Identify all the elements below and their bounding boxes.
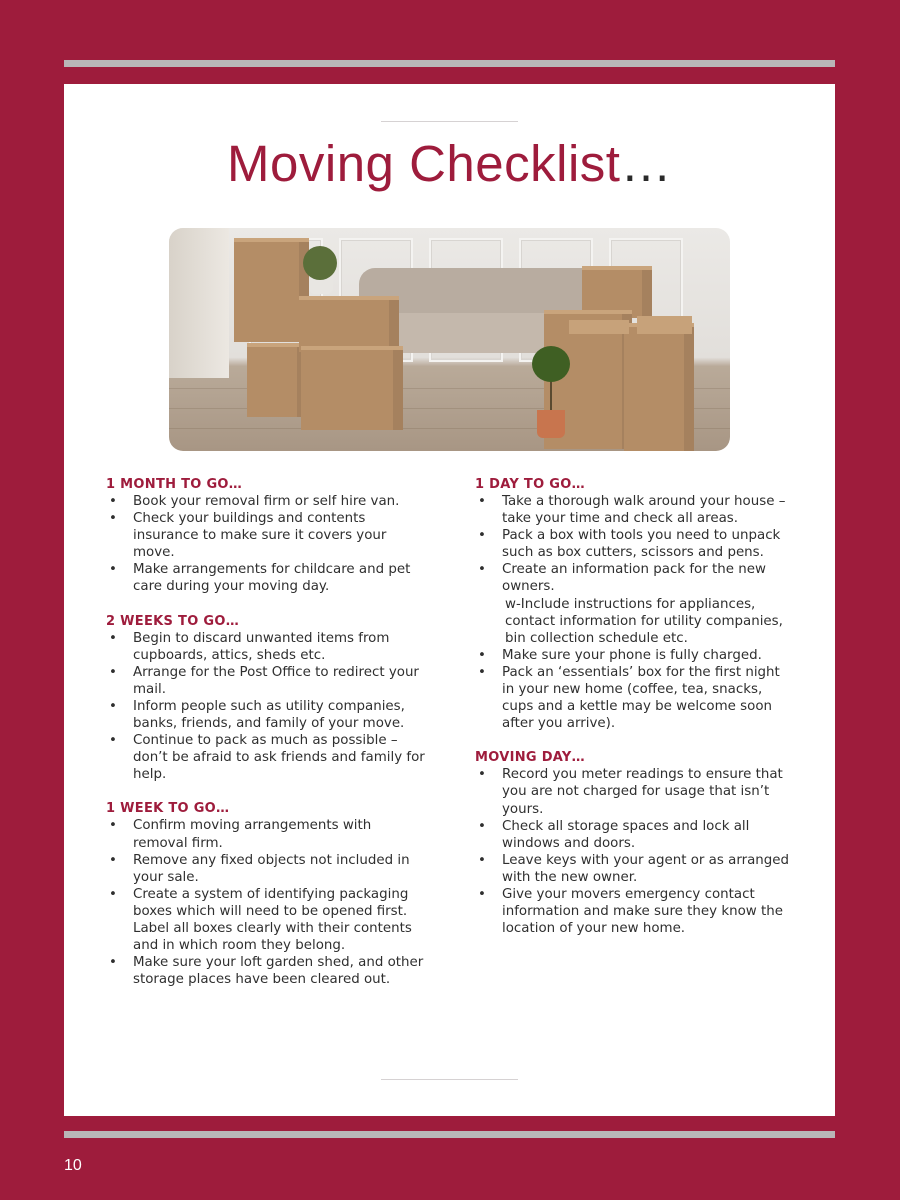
checklist	[475, 493, 795, 732]
checklist-item: • Pack an ‘essentials’ box for the first night in your new home (coffee, tea, snacks, cups and a kettle may be welcome soon after you arrive).	[475, 664, 795, 732]
checklist-left-column	[106, 476, 426, 1005]
page-title	[64, 134, 835, 193]
checklist-item: • Check your buildings and contents insurance to make sure it covers your move.	[106, 510, 426, 561]
checklist-item: • Remove any fixed objects not included in your sale.	[106, 852, 426, 886]
checklist-sub-note: w-Include instructions for appliances, contact information for utility companies, bin collection schedule etc.	[505, 596, 783, 646]
checklist-item: • Give your movers emergency contact information and make sure they know the location of your new home.	[475, 886, 795, 937]
box-flap	[569, 320, 629, 334]
section-heading: 1 MONTH TO GO…	[106, 477, 243, 492]
page-title-ellipsis: …	[620, 135, 672, 192]
checklist-item: • Make sure your loft garden shed, and other storage places have been cleared out.	[106, 954, 426, 988]
topiary-plant	[532, 346, 570, 382]
checklist-right-column	[475, 476, 795, 954]
checklist-item: • Inform people such as utility companies, banks, friends, and family of your move.	[106, 698, 426, 732]
section-1-week	[106, 800, 426, 988]
bottom-divider-bar	[64, 1131, 835, 1138]
section-moving-day	[475, 749, 795, 937]
checklist-item: • Arrange for the Post Office to redirect your mail.	[106, 664, 426, 698]
checklist-item: • Confirm moving arrangements with removal firm.	[106, 817, 426, 851]
footer-rule	[381, 1079, 518, 1080]
page-number: 10	[64, 1157, 82, 1174]
checklist-item: • Leave keys with your agent or as arranged with the new owner.	[475, 852, 795, 886]
checklist-item: • Pack a box with tools you need to unpack such as box cutters, scissors and pens.	[475, 527, 795, 561]
section-heading: 1 DAY TO GO…	[475, 477, 585, 492]
section-heading: MOVING DAY…	[475, 750, 585, 766]
title-top-rule	[381, 121, 518, 122]
checklist-item: • Book your removal firm or self hire van.	[106, 493, 426, 510]
cardboard-box	[624, 323, 694, 451]
cardboard-box	[234, 238, 309, 342]
checklist-item: • Continue to pack as much as possible – don’t be afraid to ask friends and family for help.	[106, 732, 426, 783]
checklist-item-text: Create an information pack for the new owners.	[502, 562, 766, 595]
checklist-item: • Record you meter readings to ensure that you are not charged for usage that isn’t yours.	[475, 766, 795, 817]
checklist	[106, 493, 426, 596]
checklist-item: • Make sure your phone is fully charged.	[475, 647, 795, 664]
top-divider-bar	[64, 60, 835, 67]
checklist-item: • Begin to discard unwanted items from cupboards, attics, sheds etc.	[106, 630, 426, 664]
box-flap	[637, 316, 692, 334]
section-1-month	[106, 476, 426, 596]
checklist-item	[475, 561, 795, 646]
content-card	[64, 84, 835, 1116]
checklist-item: • Take a thorough walk around your house – take your time and check all areas.	[475, 493, 795, 527]
cardboard-box	[299, 296, 399, 352]
checklist	[475, 766, 795, 937]
checklist-item: • Check all storage spaces and lock all windows and doors.	[475, 818, 795, 852]
checklist	[106, 630, 426, 784]
plant-pot	[537, 410, 565, 438]
cardboard-box	[247, 343, 307, 417]
window-curtain	[169, 228, 229, 378]
checklist-item: • Create a system of identifying packaging boxes which will need to be opened first. Label all boxes clearly with their contents and in which room they belong.	[106, 886, 426, 954]
section-heading: 1 WEEK TO GO…	[106, 801, 230, 817]
potted-plant	[303, 246, 337, 280]
section-1-day	[475, 476, 795, 732]
cardboard-box	[301, 346, 403, 430]
checklist-item: • Make arrangements for childcare and pet care during your moving day.	[106, 561, 426, 595]
section-heading: 2 WEEKS TO GO…	[106, 613, 240, 629]
checklist	[106, 817, 426, 988]
moving-boxes-living-room-photo	[169, 228, 730, 451]
page-title-text: Moving Checklist	[227, 135, 621, 192]
section-2-weeks	[106, 613, 426, 784]
